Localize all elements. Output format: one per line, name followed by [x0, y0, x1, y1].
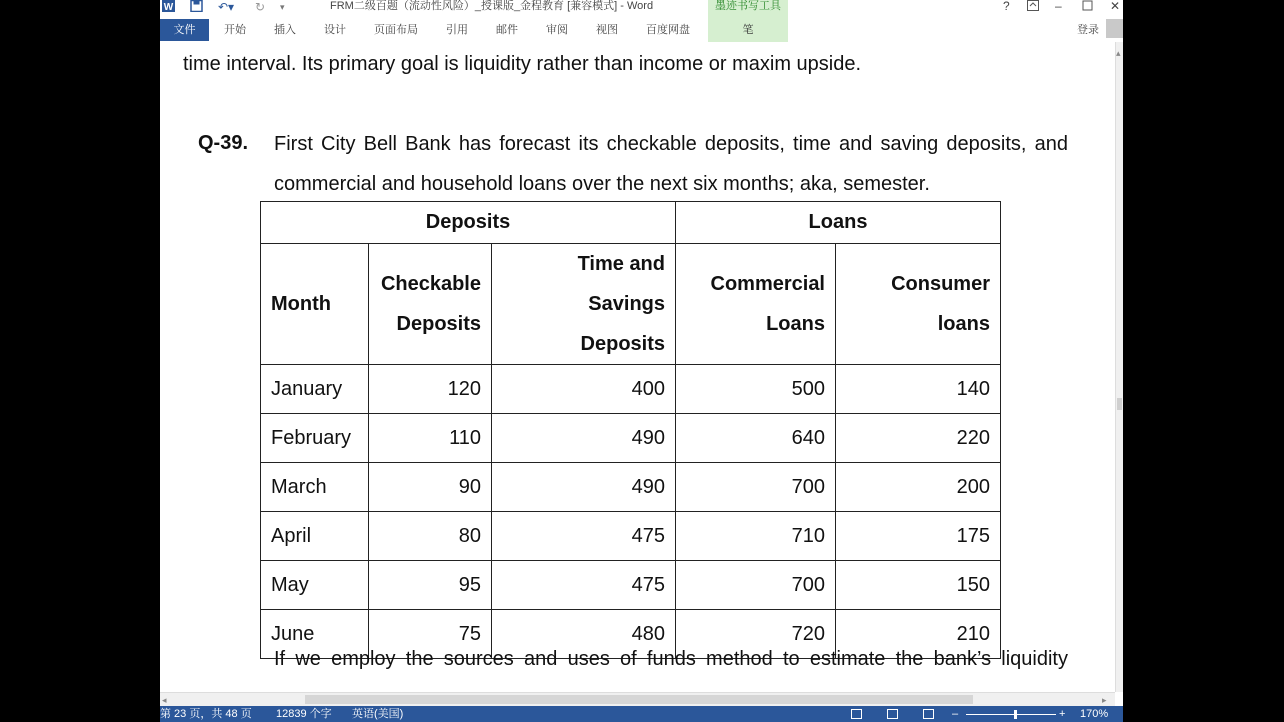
- cell-time-savings: 400: [492, 365, 676, 414]
- help-button[interactable]: ?: [1003, 0, 1010, 13]
- cell-checkable: 95: [369, 561, 492, 610]
- header-text: Commercial: [710, 273, 825, 295]
- avatar[interactable]: [1106, 19, 1123, 38]
- zoom-slider-thumb[interactable]: [1014, 710, 1017, 719]
- tab-references[interactable]: 引用: [446, 24, 468, 36]
- read-mode-icon[interactable]: [851, 709, 862, 719]
- ink-tools-label: 墨迹书写工具: [715, 0, 781, 12]
- paragraph-after-table: If we employ the sources and uses of funds method to estimate the bank’s liquidity: [274, 648, 1068, 670]
- question-label: Q-39.: [198, 132, 249, 154]
- tab-home[interactable]: 开始: [224, 24, 246, 36]
- ribbon-display-options-icon[interactable]: [1027, 0, 1039, 14]
- cell-commercial: 640: [676, 414, 836, 463]
- tab-insert[interactable]: 插入: [274, 24, 296, 36]
- header-text: Loans: [766, 313, 825, 335]
- question-text-line-1: First City Bell Bank has forecast its checkable deposits, time and saving deposits, and: [274, 133, 1068, 155]
- group-header-deposits: Deposits: [261, 202, 676, 244]
- table-row: [261, 414, 1001, 463]
- scroll-right-icon[interactable]: ▸: [1102, 695, 1107, 705]
- group-header-loans: Loans: [676, 202, 1001, 244]
- cell-checkable: 120: [369, 365, 492, 414]
- header-text: Deposits: [396, 313, 481, 335]
- cell-checkable: 75: [369, 610, 492, 659]
- document-page: [160, 42, 1115, 692]
- header-text: Time and Savings: [577, 253, 665, 315]
- cell-month: January: [261, 365, 369, 414]
- cell-checkable: 90: [369, 463, 492, 512]
- table-row: [261, 365, 1001, 414]
- column-header-checkable-deposits: [369, 244, 492, 365]
- tab-pen[interactable]: 笔: [742, 24, 754, 36]
- tab-file[interactable]: 文件: [160, 19, 209, 41]
- maximize-icon[interactable]: [1082, 0, 1093, 14]
- header-text: Consumer: [891, 273, 990, 295]
- zoom-out-icon[interactable]: –: [952, 708, 959, 720]
- header-text: loans: [937, 313, 990, 335]
- column-header-time-savings-deposits: [492, 244, 676, 365]
- cell-checkable: 80: [369, 512, 492, 561]
- sign-in-link[interactable]: 登录: [1077, 24, 1099, 36]
- cell-commercial: 700: [676, 463, 836, 512]
- close-button[interactable]: ✕: [1110, 0, 1121, 13]
- vertical-scrollbar[interactable]: [1115, 42, 1123, 692]
- cell-month: March: [261, 463, 369, 512]
- forecast-table: [260, 201, 1001, 659]
- cell-commercial: 500: [676, 365, 836, 414]
- cell-commercial: 720: [676, 610, 836, 659]
- cell-consumer: 150: [836, 561, 1001, 610]
- cell-time-savings: 475: [492, 561, 676, 610]
- table-row: [261, 463, 1001, 512]
- header-text: Checkable: [380, 273, 481, 295]
- zoom-slider[interactable]: [966, 714, 1056, 715]
- cell-time-savings: 475: [492, 512, 676, 561]
- cell-checkable: 110: [369, 414, 492, 463]
- minimize-button[interactable]: –: [1055, 0, 1062, 13]
- scroll-left-icon[interactable]: ◂: [162, 695, 167, 705]
- word-app-icon: [162, 0, 175, 14]
- column-header-commercial-loans: [676, 244, 836, 365]
- web-layout-icon[interactable]: [923, 709, 934, 719]
- cell-commercial: 700: [676, 561, 836, 610]
- table-row: [261, 512, 1001, 561]
- cell-consumer: 140: [836, 365, 1001, 414]
- redo-icon[interactable]: ↻: [255, 0, 266, 14]
- cell-consumer: 220: [836, 414, 1001, 463]
- cell-month: February: [261, 414, 369, 463]
- page-count[interactable]: 第 23 页，共 48 页: [160, 708, 252, 720]
- window-title: FRM二级百题（流动性风险）_授课版_金程教育 [兼容模式] - Word: [330, 0, 654, 12]
- zoom-level[interactable]: 170%: [1080, 708, 1109, 720]
- ribbon-tabs: [160, 18, 1123, 42]
- cell-consumer: 175: [836, 512, 1001, 561]
- status-bar: [160, 706, 1123, 722]
- customize-toolbar-icon[interactable]: ▾: [280, 2, 285, 12]
- cell-consumer: 210: [836, 610, 1001, 659]
- tab-review[interactable]: 审阅: [546, 24, 568, 36]
- horizontal-scrollbar[interactable]: [160, 692, 1115, 706]
- tab-baidu-netdisk[interactable]: 百度网盘: [646, 24, 690, 36]
- tab-design[interactable]: 设计: [324, 24, 346, 36]
- cell-time-savings: 490: [492, 414, 676, 463]
- print-layout-icon[interactable]: [887, 709, 898, 719]
- question-text-line-2: commercial and household loans over the next six months; aka, semester.: [274, 173, 930, 195]
- cell-time-savings: 490: [492, 463, 676, 512]
- horizontal-scroll-thumb[interactable]: [305, 695, 973, 704]
- cell-month: April: [261, 512, 369, 561]
- cell-consumer: 200: [836, 463, 1001, 512]
- cell-month: June: [261, 610, 369, 659]
- table-row: [261, 561, 1001, 610]
- tab-view[interactable]: 视图: [596, 24, 618, 36]
- undo-icon[interactable]: ↶▾: [218, 0, 235, 14]
- word-count[interactable]: 12839 个字: [276, 708, 332, 720]
- language-indicator[interactable]: 英语(美国): [352, 708, 404, 720]
- vertical-scroll-thumb[interactable]: [1117, 398, 1122, 410]
- cell-time-savings: 480: [492, 610, 676, 659]
- cell-commercial: 710: [676, 512, 836, 561]
- word-window: [160, 0, 1123, 722]
- zoom-in-icon[interactable]: +: [1059, 708, 1066, 720]
- svg-text:W: W: [163, 2, 174, 12]
- column-header-consumer-loans: [836, 244, 1001, 365]
- scroll-up-icon[interactable]: ▴: [1116, 48, 1121, 58]
- header-text: Deposits: [580, 333, 665, 355]
- tab-page-layout[interactable]: 页面布局: [374, 24, 418, 36]
- column-header-month: Month: [261, 244, 369, 365]
- tab-mailings[interactable]: 邮件: [496, 24, 518, 36]
- paragraph-previous: time interval. Its primary goal is liquidity rather than income or maxim upside.: [183, 53, 862, 75]
- cell-month: May: [261, 561, 369, 610]
- save-icon[interactable]: [190, 0, 203, 14]
